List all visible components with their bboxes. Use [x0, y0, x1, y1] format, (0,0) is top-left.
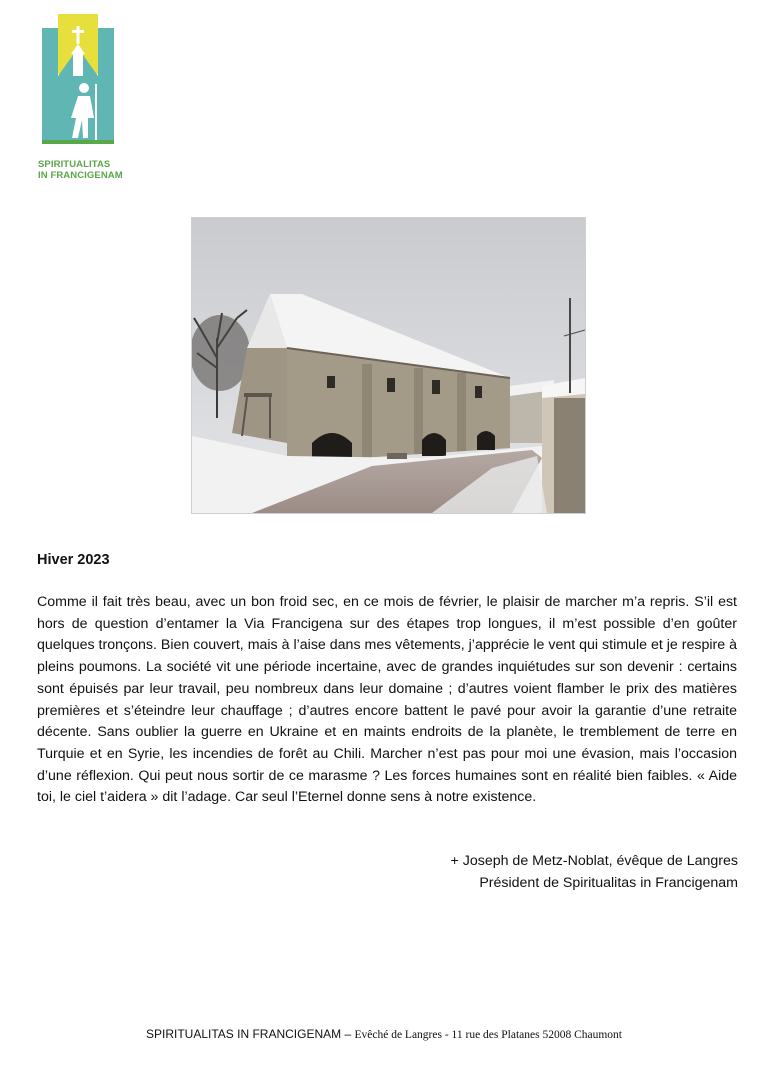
page-title: Hiver 2023 — [37, 552, 110, 568]
pilgrim-chapel-icon — [38, 14, 118, 154]
building-photo-image — [192, 218, 585, 513]
footer-org: SPIRITUALITAS IN FRANCIGENAM – — [146, 1027, 355, 1041]
footer — [0, 1027, 768, 1041]
logo — [38, 14, 123, 184]
body-paragraph: Comme il fait très beau, avec un bon froid sec, en ce mois de février, le plaisir de marcher m’a repris. S’il est hors de question d’entamer la Via Francigena sur des étapes trop longues, il m’est possible d’en goûter quelques tronçons. Bien couvert, mais à l’aise dans mes vêtements, j’apprécie le vent qui stimule et je respire à pleins poumons. La société vit une période incertaine, avec de grandes inquiétudes sur son devenir : certains sont épuisés par leur travail, peu nombreux dans leur domaine ; d’autres voient flamber le prix des matières premières et s’éteindre leur chauffage ; d’autres encore battent le pavé pour avoir la garantie d’une retraite décente. Sans oublier la guerre en Ukraine et en maints endroits de la planète, le tremblement de terre en Turquie et en Syrie, les incendies de forêt au Chili. Marcher n’est pas pour moi une évasion, mais l’occasion d’une réflexion. Qui peut nous sortir de ce marasme ? Les forces humaines sont en réalité bien faibles. « Aide toi, le ciel t’aidera » dit l’adage. Car seul l’Eternel donne sens à notre existence. — [37, 594, 737, 806]
footer-address: Evêché de Langres - 11 rue des Platanes 52008 Chaumont — [354, 1029, 622, 1041]
logo-line2: IN FRANCIGENAM — [38, 170, 123, 181]
signature — [451, 850, 738, 894]
signature-title: Président de Spiritualitas in Francigenam — [479, 875, 738, 891]
logo-text — [38, 159, 128, 181]
signature-name: + Joseph de Metz-Noblat, évêque de Langres — [450, 853, 738, 869]
photo — [191, 217, 586, 514]
logo-line1: SPIRITUALITAS — [38, 159, 111, 170]
